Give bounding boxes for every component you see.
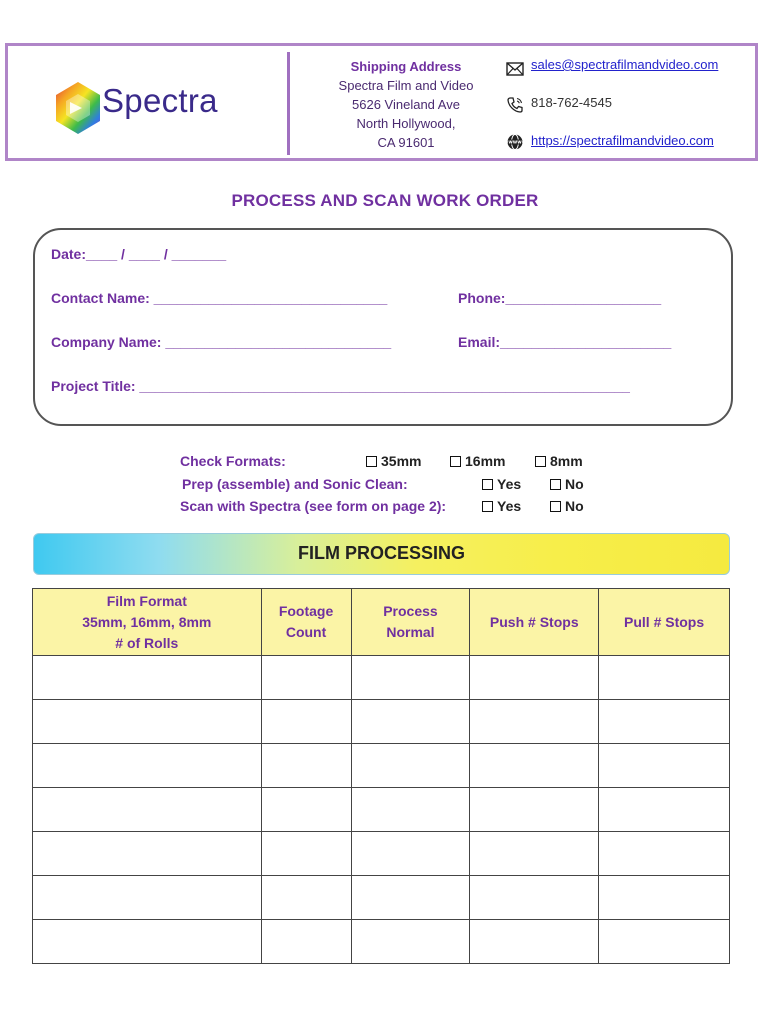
table-cell[interactable]	[261, 832, 351, 876]
header-line: Footage	[278, 603, 334, 619]
table-cell[interactable]	[351, 656, 470, 700]
table-cell[interactable]	[470, 700, 599, 744]
phone-icon	[506, 96, 524, 114]
film-processing-table	[32, 588, 730, 964]
column-header-footage-count	[261, 589, 351, 656]
header-line: Count	[285, 624, 327, 640]
table-cell[interactable]	[33, 656, 262, 700]
table-row	[33, 656, 730, 700]
prep-label: Prep (assemble) and Sonic Clean:	[182, 476, 408, 492]
table-cell[interactable]	[351, 920, 470, 964]
checkbox-icon[interactable]	[550, 501, 561, 512]
table-cell[interactable]	[261, 876, 351, 920]
table-cell[interactable]	[261, 656, 351, 700]
column-header-film-format	[33, 589, 262, 656]
table-cell[interactable]	[470, 656, 599, 700]
website-link[interactable]: https://spectrafilmandvideo.com	[531, 133, 714, 148]
column-header-process-normal	[351, 589, 470, 656]
option-label: 35mm	[381, 453, 422, 469]
shipping-line: North Hollywood,	[356, 116, 456, 131]
email-field[interactable]: Email:______________________	[458, 334, 672, 350]
header-divider	[287, 52, 290, 155]
contact-name-field[interactable]: Contact Name: ______________________________	[51, 290, 388, 306]
scan-label: Scan with Spectra (see form on page 2):	[180, 498, 447, 514]
table-row	[33, 744, 730, 788]
company-name-field[interactable]: Company Name: _____________________________	[51, 334, 392, 350]
svg-text:www: www	[508, 140, 522, 146]
option-label: 16mm	[465, 453, 506, 469]
table-cell[interactable]	[33, 788, 262, 832]
table-cell[interactable]	[33, 744, 262, 788]
table-cell[interactable]	[261, 700, 351, 744]
format-16mm-option[interactable]	[450, 453, 505, 469]
envelope-icon	[506, 60, 524, 78]
table-cell[interactable]	[351, 876, 470, 920]
page-title: PROCESS AND SCAN WORK ORDER	[231, 191, 539, 210]
shipping-line: 5626 Vineland Ave	[352, 97, 460, 112]
option-label: Yes	[497, 476, 522, 492]
table-cell[interactable]	[599, 876, 730, 920]
phone-field[interactable]: Phone:____________________	[458, 290, 662, 306]
table-cell[interactable]	[599, 744, 730, 788]
table-cell[interactable]	[351, 788, 470, 832]
table-cell[interactable]	[470, 920, 599, 964]
section-title: FILM PROCESSING	[297, 543, 465, 563]
shipping-title: Shipping Address	[350, 59, 462, 74]
checkbox-icon[interactable]	[550, 479, 561, 490]
prep-yes-option[interactable]	[482, 476, 521, 492]
scan-yes-option[interactable]	[482, 498, 521, 514]
table-body	[33, 656, 730, 964]
logo-wordmark: Spectra	[102, 82, 218, 119]
table-cell[interactable]	[33, 876, 262, 920]
prep-no-option[interactable]	[550, 476, 584, 492]
header-line: 35mm, 16mm, 8mm	[82, 613, 212, 630]
check-formats-label: Check Formats:	[180, 453, 286, 469]
table-cell[interactable]	[261, 788, 351, 832]
checkbox-icon[interactable]	[535, 456, 546, 467]
checkbox-icon[interactable]	[482, 479, 493, 490]
table-cell[interactable]	[33, 700, 262, 744]
header-line: Pull # Stops	[624, 613, 705, 630]
shipping-line: Spectra Film and Video	[338, 78, 474, 93]
date-field[interactable]: Date:____ / ____ / _______	[51, 246, 227, 262]
table-header-row	[33, 589, 730, 656]
email-link[interactable]: sales@spectrafilmandvideo.com	[531, 57, 719, 72]
globe-icon	[506, 133, 524, 151]
table-cell[interactable]	[33, 920, 262, 964]
table-row	[33, 788, 730, 832]
scan-no-option[interactable]	[550, 498, 584, 514]
table-cell[interactable]	[599, 700, 730, 744]
header-line: # of Rolls	[115, 634, 179, 651]
table-cell[interactable]	[470, 832, 599, 876]
project-title-field[interactable]: Project Title: _______________________________________________________________	[51, 378, 630, 394]
shipping-line: CA 91601	[377, 135, 435, 150]
format-8mm-option[interactable]	[535, 453, 583, 469]
option-label: No	[565, 498, 584, 514]
header-line: Push # Stops	[489, 613, 579, 630]
table-row	[33, 700, 730, 744]
header-line: Process	[383, 603, 438, 619]
table-cell[interactable]	[351, 832, 470, 876]
table-cell[interactable]	[599, 832, 730, 876]
table-cell[interactable]	[599, 656, 730, 700]
checkbox-icon[interactable]	[366, 456, 377, 467]
table-cell[interactable]	[351, 744, 470, 788]
checkbox-icon[interactable]	[450, 456, 461, 467]
header-line: Film Format	[106, 592, 187, 609]
column-header-push-stops	[470, 589, 599, 656]
table-cell[interactable]	[261, 744, 351, 788]
option-label: No	[565, 476, 584, 492]
table-cell[interactable]	[470, 744, 599, 788]
checkbox-icon[interactable]	[482, 501, 493, 512]
table-cell[interactable]	[470, 876, 599, 920]
table-cell[interactable]	[599, 920, 730, 964]
phone-number: 818-762-4545	[531, 95, 612, 110]
table-cell[interactable]	[470, 788, 599, 832]
format-35mm-option[interactable]	[366, 453, 421, 469]
table-cell[interactable]	[351, 700, 470, 744]
table-cell[interactable]	[599, 788, 730, 832]
table-row	[33, 832, 730, 876]
header-line: Normal	[386, 624, 435, 640]
table-row	[33, 920, 730, 964]
column-header-pull-stops	[599, 589, 730, 656]
option-label: 8mm	[550, 453, 583, 469]
table-cell[interactable]	[261, 920, 351, 964]
table-cell[interactable]	[33, 832, 262, 876]
table-row	[33, 876, 730, 920]
option-label: Yes	[497, 498, 522, 514]
